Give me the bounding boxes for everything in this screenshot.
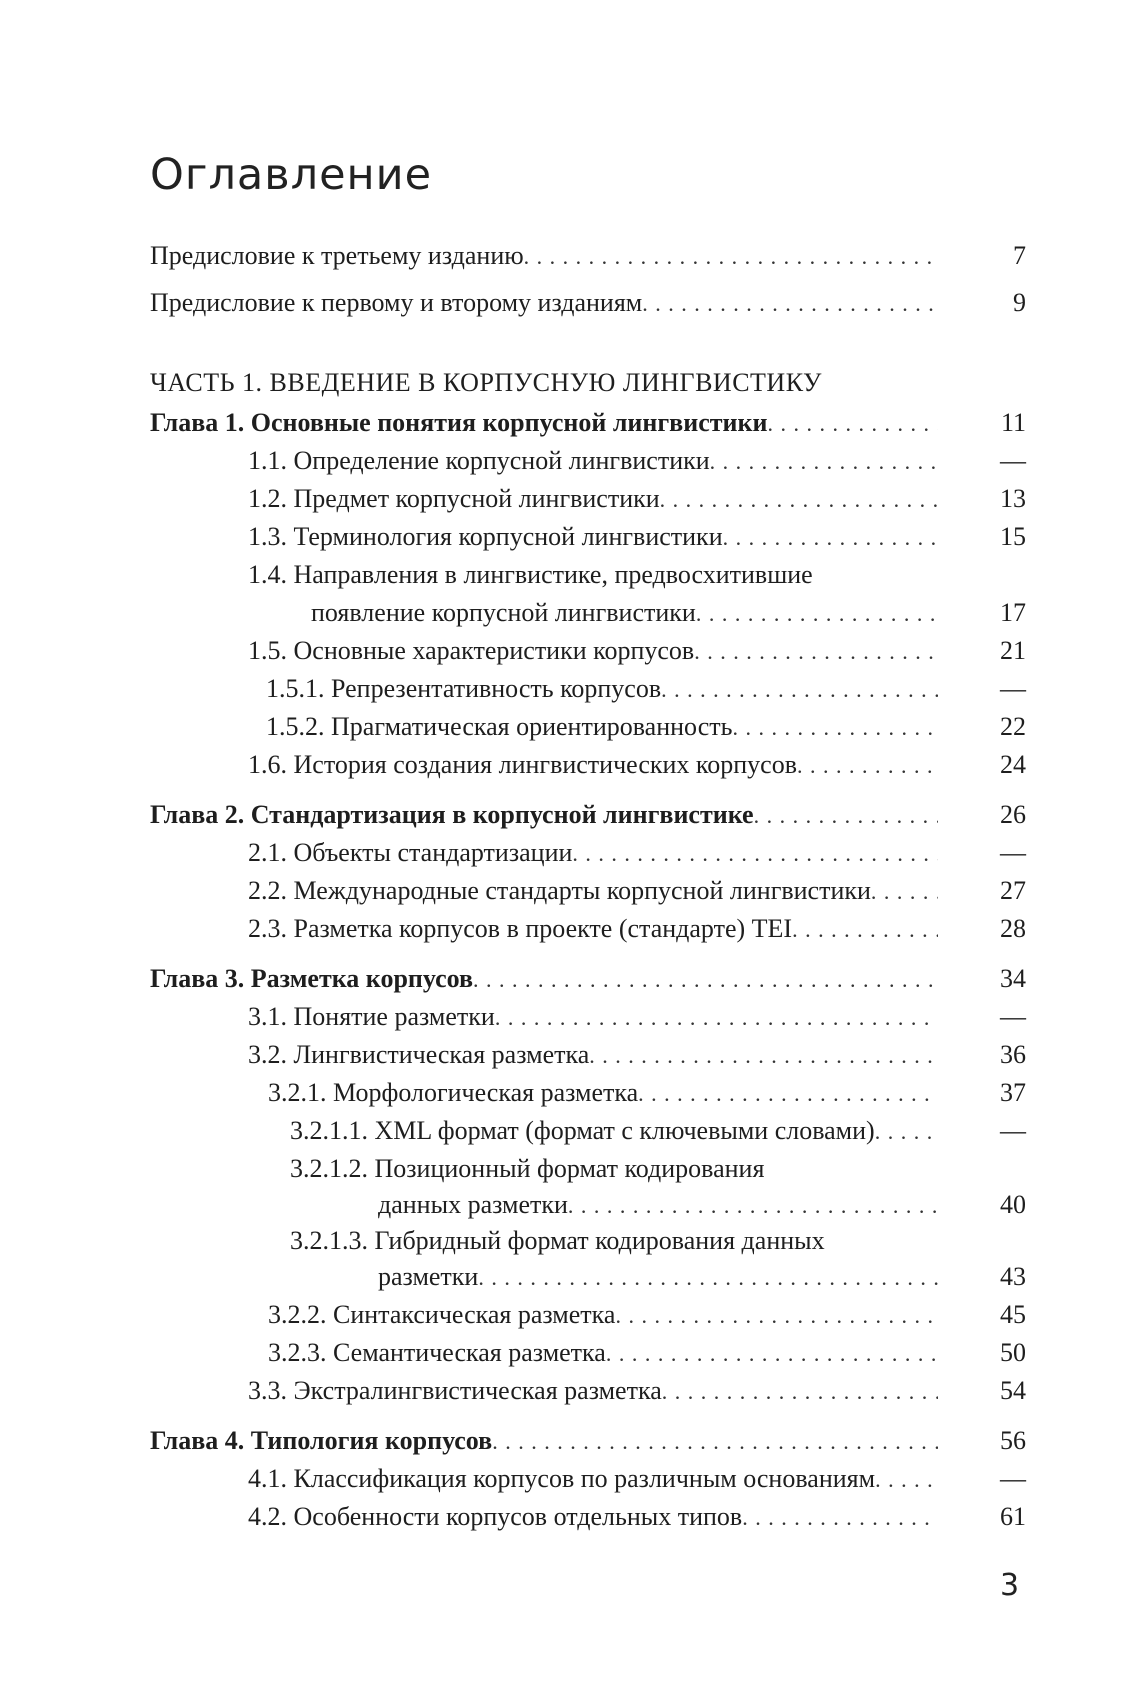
toc-page-number: 40 xyxy=(1000,1190,1026,1219)
toc-entry-label: Глава 2. Стандартизация в корпусной лингвистике xyxy=(150,800,754,829)
leader-dots xyxy=(478,1262,938,1294)
toc-page-number: 11 xyxy=(1000,408,1026,437)
leader-dots xyxy=(723,522,938,554)
toc-page-number: 50 xyxy=(1000,1338,1026,1367)
leader-dots xyxy=(710,446,938,478)
toc-page-number: 54 xyxy=(1000,1376,1026,1405)
toc-entry-label: разметки xyxy=(378,1262,479,1291)
leader-dots xyxy=(871,876,938,908)
leader-dots xyxy=(568,1190,938,1222)
leader-dots xyxy=(732,712,938,744)
page-number: 3 xyxy=(1000,1568,1020,1603)
toc-entry-label: 4.1. Классификация корпусов по различным основаниям xyxy=(248,1464,876,1493)
toc-entry-1-3[interactable] xyxy=(150,521,1026,557)
toc-entry-label: 1.1. Определение корпусной лингвистики xyxy=(248,446,710,475)
toc-entry-label: 3.2.3. Семантическая разметка xyxy=(268,1338,606,1367)
toc-entry-2-1[interactable] xyxy=(150,837,1026,873)
toc-entry-1-2[interactable] xyxy=(150,483,1026,519)
toc-entry-label: 2.2. Международные стандарты корпусной лингвистики xyxy=(248,876,871,905)
leader-dots xyxy=(696,598,938,630)
toc-entry-1-6[interactable] xyxy=(150,749,1026,785)
toc-entry-3-2-1-2-cont[interactable] xyxy=(150,1189,1026,1225)
toc-page-number: 24 xyxy=(1000,750,1026,779)
toc-entry-1-5-2[interactable] xyxy=(150,711,1026,747)
toc-entry-3-2[interactable] xyxy=(150,1039,1026,1075)
toc-entry-1-5-1[interactable] xyxy=(150,673,1026,709)
toc-entry-3-2-2[interactable] xyxy=(150,1299,1026,1335)
leader-dots xyxy=(473,964,938,996)
toc-entry-label: Предисловие к первому и второму изданиям xyxy=(150,288,643,317)
toc-entry-label: 3.2. Лингвистическая разметка xyxy=(248,1040,590,1069)
leader-dots xyxy=(875,1464,938,1496)
toc-entry-label: 3.2.1.3. Гибридный формат кодирования данных xyxy=(290,1226,825,1255)
toc-entry-3-2-3[interactable] xyxy=(150,1337,1026,1373)
toc-page-number: — xyxy=(1000,838,1026,867)
toc-entry-label: 3.2.2. Синтаксическая разметка xyxy=(268,1300,616,1329)
toc-entry-preface-1-2[interactable] xyxy=(150,287,1026,323)
toc-entry-label: 3.2.1. Морфологическая разметка xyxy=(268,1078,639,1107)
toc-entry-2-3[interactable] xyxy=(150,913,1026,949)
leader-dots xyxy=(742,1502,938,1534)
toc-page-number: 37 xyxy=(1000,1078,1026,1107)
toc-page-number: — xyxy=(1000,446,1026,475)
leader-dots xyxy=(797,750,938,782)
toc-page-number: 45 xyxy=(1000,1300,1026,1329)
toc-entry-3-2-1-2[interactable] xyxy=(150,1153,1026,1189)
toc-entry-chapter-1[interactable] xyxy=(150,407,1026,443)
toc-entry-chapter-3[interactable] xyxy=(150,963,1026,999)
toc-page-number: 15 xyxy=(1000,522,1026,551)
leader-dots xyxy=(660,484,938,516)
leader-dots xyxy=(524,241,938,273)
toc-entry-label: 1.2. Предмет корпусной лингвистики xyxy=(248,484,660,513)
leader-dots xyxy=(495,1002,938,1034)
toc-entry-label: 3.2.1.2. Позиционный формат кодирования xyxy=(290,1154,765,1183)
page-title: Оглавление xyxy=(150,150,433,200)
leader-dots xyxy=(694,636,938,668)
toc-entry-label: 1.5.1. Репрезентативность корпусов xyxy=(266,674,662,703)
leader-dots xyxy=(754,800,938,832)
leader-dots xyxy=(662,1376,938,1408)
toc-entry-label: появление корпусной лингвистики xyxy=(311,598,696,627)
toc-page-number: 13 xyxy=(1000,484,1026,513)
toc-page-number: 9 xyxy=(1013,288,1026,317)
toc-entry-3-1[interactable] xyxy=(150,1001,1026,1037)
toc-page-number: — xyxy=(1000,1002,1026,1031)
toc-entry-label: 1.5.2. Прагматическая ориентированность xyxy=(266,712,733,741)
toc-page-number: 22 xyxy=(1000,712,1026,741)
toc-entry-label: Глава 3. Разметка корпусов xyxy=(150,964,474,993)
toc-page-number: 26 xyxy=(1000,800,1026,829)
toc-page-number: 17 xyxy=(1000,598,1026,627)
part-heading: ЧАСТЬ 1. ВВЕДЕНИЕ В КОРПУСНУЮ ЛИНГВИСТИКУ xyxy=(150,368,822,397)
leader-dots xyxy=(615,1300,938,1332)
toc-entry-label: данных разметки xyxy=(378,1190,568,1219)
toc-entry-label: 1.3. Терминология корпусной лингвистики xyxy=(248,522,723,551)
toc-entry-2-2[interactable] xyxy=(150,875,1026,911)
toc-entry-3-3[interactable] xyxy=(150,1375,1026,1411)
leader-dots xyxy=(875,1116,938,1148)
toc-page-number: 7 xyxy=(1013,241,1026,270)
leader-dots xyxy=(661,674,938,706)
toc-entry-4-1[interactable] xyxy=(150,1463,1026,1499)
leader-dots xyxy=(767,408,938,440)
toc-page-number: 27 xyxy=(1000,876,1026,905)
toc-entry-label: 2.3. Разметка корпусов в проекте (стандарте) TEI xyxy=(248,914,793,943)
toc-entry-label: 1.6. История создания лингвистических корпусов xyxy=(248,750,797,779)
toc-page-number: — xyxy=(1000,1116,1026,1145)
toc-entry-label: 3.2.1.1. XML формат (формат с ключевыми словами) xyxy=(290,1116,875,1145)
toc-page-number: 61 xyxy=(1000,1502,1026,1531)
toc-entry-label: 1.4. Направления в лингвистике, предвосхитившие xyxy=(248,560,813,589)
toc-entry-3-2-1-3-cont[interactable] xyxy=(150,1261,1026,1297)
toc-entry-chapter-2[interactable] xyxy=(150,799,1026,835)
toc-entry-label: Предисловие к третьему изданию xyxy=(150,241,524,270)
toc-entry-1-1[interactable] xyxy=(150,445,1026,481)
toc-entry-1-4-cont[interactable] xyxy=(150,597,1026,633)
toc-entry-3-2-1[interactable] xyxy=(150,1077,1026,1113)
leader-dots xyxy=(642,288,938,320)
toc-entry-label: 4.2. Особенности корпусов отдельных типов xyxy=(248,1502,743,1531)
toc-entry-label: 2.1. Объекты стандартизации xyxy=(248,838,573,867)
toc-page-number: — xyxy=(1000,1464,1026,1493)
leader-dots xyxy=(606,1338,938,1370)
toc-entry-4-2[interactable] xyxy=(150,1501,1026,1537)
toc-entry-label: 3.1. Понятие разметки xyxy=(248,1002,495,1031)
toc-entry-1-4[interactable] xyxy=(150,559,1026,595)
toc-entry-3-2-1-1[interactable] xyxy=(150,1115,1026,1151)
toc-entry-preface-3[interactable] xyxy=(150,240,1026,276)
leader-dots xyxy=(492,1426,938,1458)
toc-page-number: 34 xyxy=(1000,964,1026,993)
toc-page-number: 21 xyxy=(1000,636,1026,665)
toc-page-number: 36 xyxy=(1000,1040,1026,1069)
leader-dots xyxy=(572,838,938,870)
toc-entry-chapter-4[interactable] xyxy=(150,1425,1026,1461)
leader-dots xyxy=(792,914,938,946)
leader-dots xyxy=(638,1078,938,1110)
toc-page-number: 43 xyxy=(1000,1262,1026,1291)
toc-entry-label: 3.3. Экстралингвистическая разметка xyxy=(248,1376,662,1405)
leader-dots xyxy=(589,1040,938,1072)
toc-entry-label: Глава 1. Основные понятия корпусной лингвистики xyxy=(150,408,768,437)
toc-entry-label: 1.5. Основные характеристики корпусов xyxy=(248,636,695,665)
toc-entry-1-5[interactable] xyxy=(150,635,1026,671)
toc-entry-label: Глава 4. Типология корпусов xyxy=(150,1426,493,1455)
toc-page-number: 28 xyxy=(1000,914,1026,943)
toc-page-number: — xyxy=(1000,674,1026,703)
toc-page-number: 56 xyxy=(1000,1426,1026,1455)
toc-entry-3-2-1-3[interactable] xyxy=(150,1225,1026,1261)
